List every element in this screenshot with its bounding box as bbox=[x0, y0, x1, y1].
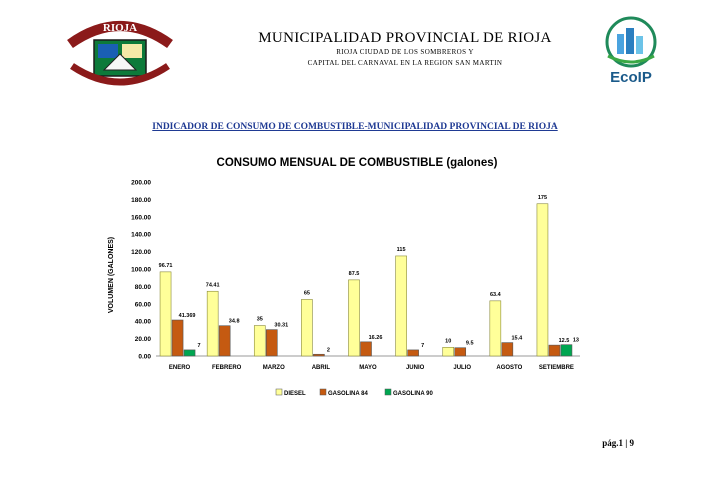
report-title: INDICADOR DE CONSUMO DE COMBUSTIBLE-MUNICIPALIDAD PROVINCIAL DE RIOJA bbox=[152, 122, 558, 132]
x-tick-label: JULIO bbox=[453, 365, 472, 371]
x-tick-label: MARZO bbox=[262, 365, 285, 371]
data-label: 12.5 bbox=[558, 338, 570, 345]
y-tick-label: 120.00 bbox=[131, 249, 151, 257]
organization-name: MUNICIPALIDAD PROVINCIAL DE RIOJA bbox=[258, 30, 552, 46]
bar-gasolina-84 bbox=[219, 326, 230, 356]
x-tick-label: ENERO bbox=[168, 365, 191, 371]
data-label: 9.5 bbox=[465, 340, 474, 347]
y-tick-label: 0.00 bbox=[138, 353, 151, 361]
legend-label: GASOLINA 90 bbox=[393, 391, 433, 397]
data-label: 10 bbox=[445, 338, 452, 345]
bar-diesel bbox=[490, 301, 501, 356]
data-label: 2 bbox=[326, 347, 330, 354]
y-tick-label: 200.00 bbox=[131, 179, 151, 187]
x-tick-label: SETIEMBRE bbox=[538, 365, 574, 371]
y-tick-label: 80.00 bbox=[134, 283, 151, 291]
y-tick-label: 60.00 bbox=[134, 301, 151, 309]
bar-diesel bbox=[254, 326, 265, 356]
y-tick-label: 20.00 bbox=[134, 336, 151, 344]
data-label: 175 bbox=[537, 194, 548, 201]
bars-group bbox=[159, 195, 579, 356]
x-tick-label: ABRIL bbox=[311, 365, 331, 371]
page-number: pág.1 | 9 bbox=[602, 438, 634, 448]
legend bbox=[276, 389, 433, 397]
bar-diesel bbox=[207, 291, 218, 356]
x-tick-label: MAYO bbox=[359, 365, 377, 371]
data-label: 30.31 bbox=[274, 322, 289, 329]
subtitle-line-2: CAPITAL DEL CARNAVAL EN LA REGION SAN MARTIN bbox=[307, 59, 503, 67]
y-tick-label: 140.00 bbox=[131, 231, 151, 239]
y-axis-label: VOLUMEN (GALONES) bbox=[108, 236, 115, 314]
y-tick-label: 180.00 bbox=[131, 196, 151, 204]
data-label: 7 bbox=[421, 342, 425, 349]
data-label: 115 bbox=[396, 246, 406, 253]
data-label: 41.369 bbox=[178, 313, 196, 320]
bar-diesel bbox=[160, 272, 171, 356]
data-label: 74.41 bbox=[205, 282, 220, 289]
y-tick-label: 40.00 bbox=[134, 318, 151, 326]
data-label: 15.4 bbox=[511, 335, 523, 342]
legend-label: DIESEL bbox=[284, 391, 306, 397]
ecoip-logo-text: EcoIP bbox=[610, 69, 652, 86]
x-tick-label: JUNIO bbox=[405, 365, 425, 371]
y-tick-label: 100.00 bbox=[131, 266, 151, 274]
y-tick-label: 160.00 bbox=[131, 214, 151, 222]
logo-rioja-text: RIOJA bbox=[102, 22, 138, 34]
data-label: 65 bbox=[303, 290, 310, 297]
bar-diesel bbox=[396, 256, 407, 356]
bar-gasolina-90 bbox=[561, 345, 572, 356]
legend-swatch-diesel bbox=[276, 389, 282, 395]
legend-swatch-gasolina-84 bbox=[320, 389, 326, 395]
data-label: 34.8 bbox=[228, 318, 240, 325]
bar-gasolina-84 bbox=[502, 343, 513, 356]
data-label: 63.4 bbox=[489, 291, 501, 298]
x-tick-label: FEBRERO bbox=[211, 365, 242, 371]
subtitle-line-1: RIOJA CIUDAD DE LOS SOMBREROS Y bbox=[336, 48, 474, 56]
bar-gasolina-84 bbox=[313, 354, 324, 356]
bar-gasolina-90 bbox=[184, 350, 195, 356]
chart-title: CONSUMO MENSUAL DE COMBUSTIBLE (galones) bbox=[216, 157, 498, 169]
bar-diesel bbox=[443, 347, 454, 356]
data-label: 87.5 bbox=[348, 270, 360, 277]
x-axis bbox=[169, 365, 574, 371]
bar-gasolina-84 bbox=[172, 320, 183, 356]
data-label: 16.26 bbox=[368, 334, 383, 341]
legend-label: GASOLINA 84 bbox=[328, 391, 368, 397]
bar-diesel bbox=[301, 299, 312, 356]
legend-swatch-gasolina-90 bbox=[385, 389, 391, 395]
bar-gasolina-84 bbox=[408, 350, 419, 356]
bar-gasolina-84 bbox=[266, 330, 277, 356]
bar-gasolina-84 bbox=[455, 348, 466, 356]
bar-gasolina-84 bbox=[549, 345, 560, 356]
bar-diesel bbox=[349, 280, 360, 356]
x-tick-label: AGOSTO bbox=[496, 365, 523, 371]
bar-diesel bbox=[537, 204, 548, 356]
data-label: 7 bbox=[197, 342, 201, 349]
data-label: 96.71 bbox=[158, 262, 173, 269]
data-label: 35 bbox=[256, 316, 263, 323]
bar-gasolina-84 bbox=[361, 342, 372, 356]
data-label: 13 bbox=[572, 337, 580, 344]
